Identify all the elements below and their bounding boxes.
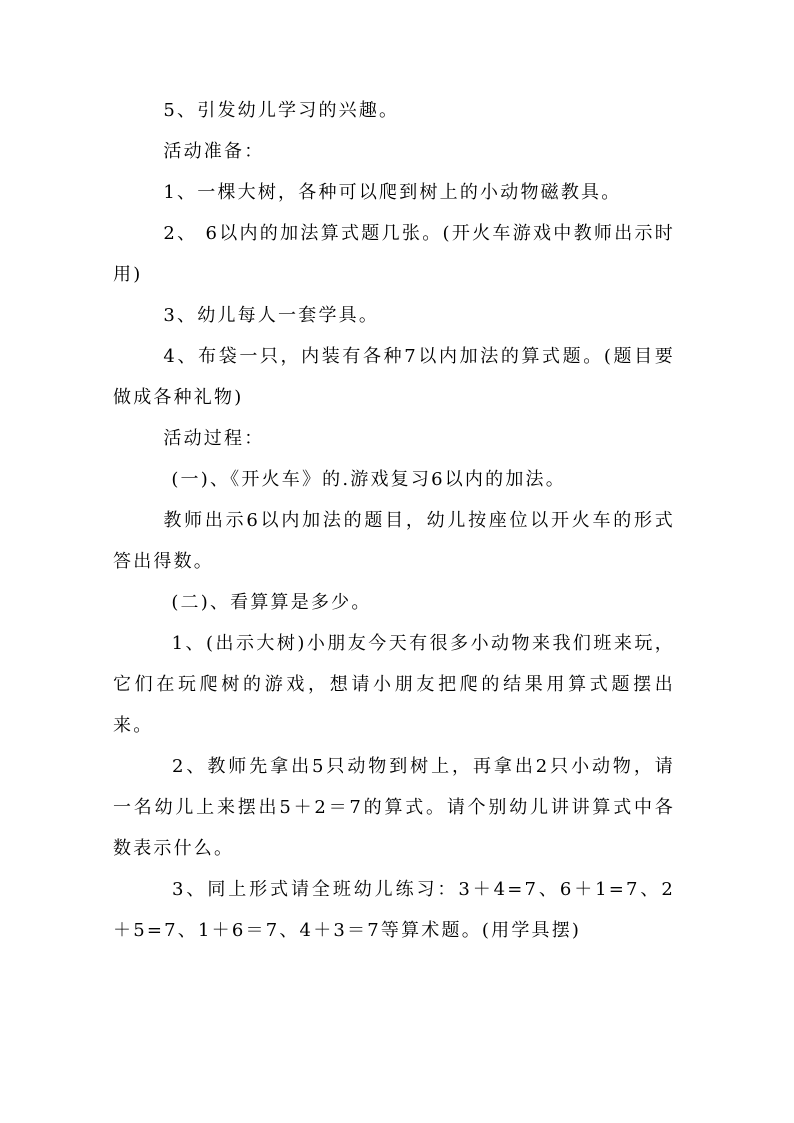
paragraph-process-step-1: 1、(出示大树)小朋友今天有很多小动物来我们班来玩，它们在玩爬树的游戏，想请小朋友把爬的结果用算式题摆出来。	[113, 633, 676, 736]
paragraph-preparation-1: 1、一棵大树，各种可以爬到树上的小动物磁教具。	[163, 182, 622, 203]
paragraph-preparation-4: 4、布袋一只，内装有各种7以内加法的算式题。(题目要做成各种礼物)	[113, 346, 675, 408]
paragraph-goal-5: 5、引发幼儿学习的兴趣。	[163, 100, 400, 121]
paragraph-process-heading: 活动过程：	[163, 428, 265, 449]
document-body	[113, 90, 675, 951]
paragraph-process-part-1: (一)、《开火车》的.游戏复习6以内的加法。	[163, 469, 566, 490]
paragraph-process-part-1-detail: 教师出示6以内加法的题目，幼儿按座位以开火车的形式答出得数。	[113, 510, 675, 572]
paragraph-preparation-2: 2、 6以内的加法算式题几张。(开火车游戏中教师出示时用)	[113, 223, 675, 285]
paragraph-process-step-2: 2、教师先拿出5只动物到树上，再拿出2只小动物，请一名幼儿上来摆出5＋2＝7的算式。请个别幼儿讲讲算式中各数表示什么。	[113, 756, 675, 859]
paragraph-preparation-heading: 活动准备：	[163, 141, 265, 162]
paragraph-process-step-3: 3、同上形式请全班幼儿练习：3＋4=7、6＋1=7、2＋5=7、1＋6＝7、4＋3＝7等算术题。(用学具摆)	[113, 879, 675, 941]
paragraph-process-part-2: (二)、看算算是多少。	[163, 592, 372, 613]
paragraph-preparation-3: 3、幼儿每人一套学具。	[163, 305, 380, 326]
